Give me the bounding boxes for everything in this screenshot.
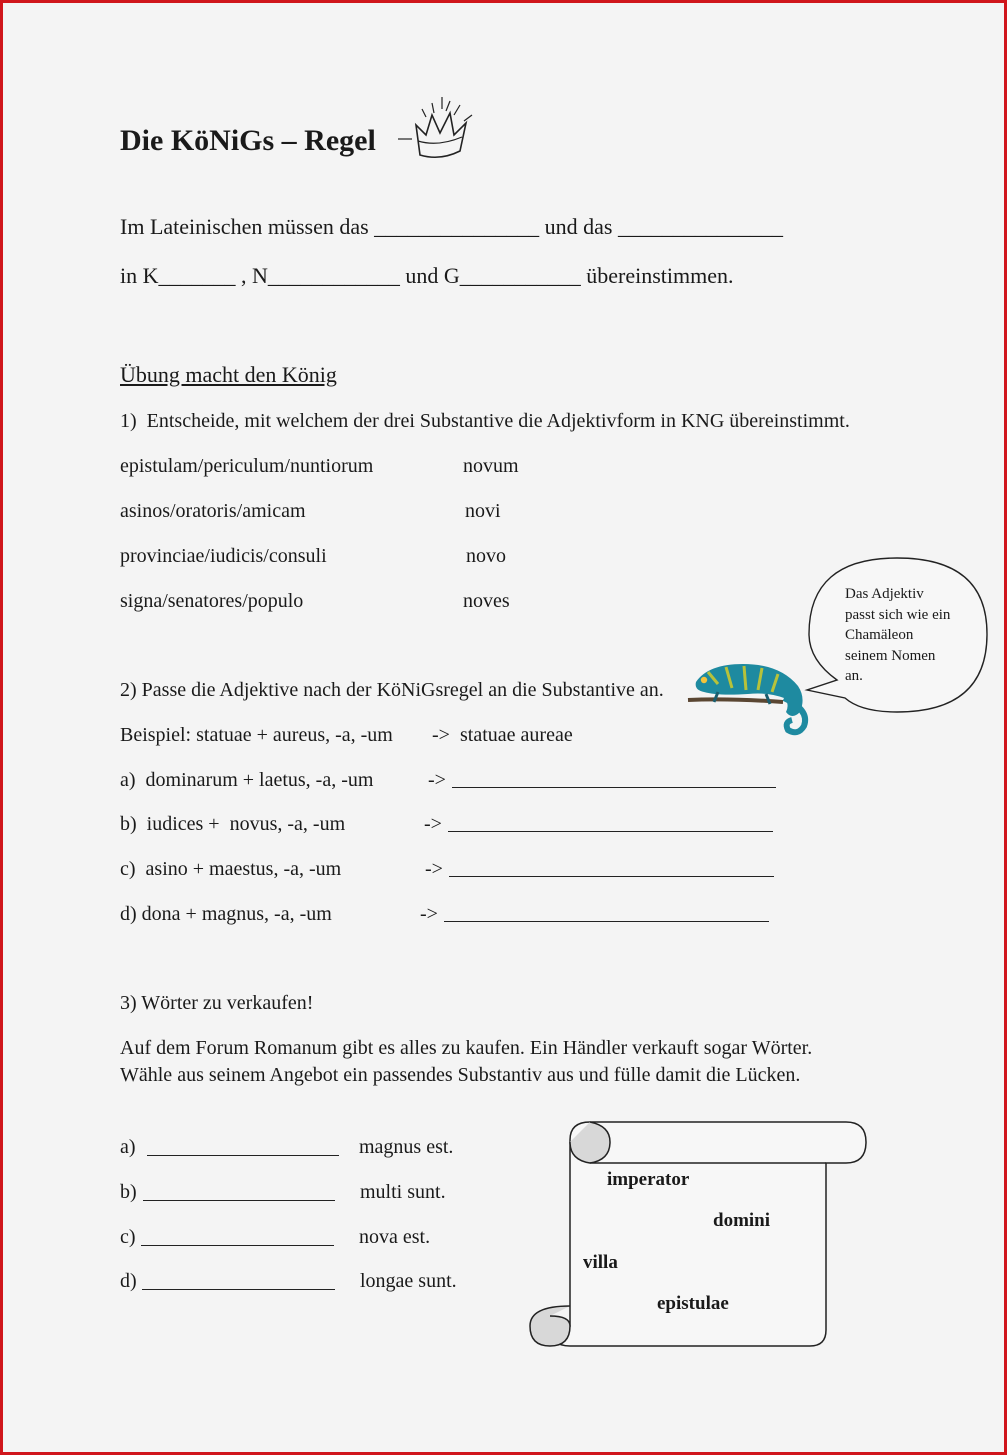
- scroll-icon: [528, 1120, 868, 1350]
- exercise1-adjective-4: noves: [463, 590, 510, 612]
- exercise2-answer-line-d[interactable]: [444, 921, 769, 922]
- exercise3-blank-c[interactable]: [141, 1245, 334, 1246]
- exercise3-letter-a: a): [120, 1136, 136, 1158]
- exercise2-arrow-d: ->: [420, 903, 438, 925]
- exercise1-nouns-3: provinciae/iudicis/consuli: [120, 545, 327, 567]
- exercise2-answer-line-b[interactable]: [448, 831, 773, 832]
- exercise1-nouns-2: asinos/oratoris/amicam: [120, 500, 306, 522]
- exercise3-heading: 3) Wörter zu verkaufen!: [120, 992, 314, 1014]
- intro-line-1: Im Lateinischen müssen das _______________ und das _______________: [120, 214, 783, 239]
- exercise3-text-line-1: Auf dem Forum Romanum gibt es alles zu kaufen. Ein Händler verkauft sogar Wörter.: [120, 1037, 813, 1059]
- exercise1-adjective-3: novo: [466, 545, 506, 567]
- exercise3-letter-b: b): [120, 1181, 137, 1203]
- scroll-word-epistulae: epistulae: [657, 1293, 729, 1314]
- exercise2-example-arrow: ->: [432, 724, 450, 746]
- exercise1-nouns-4: signa/senatores/populo: [120, 590, 304, 612]
- exercise3-phrase-a: magnus est.: [359, 1136, 454, 1158]
- exercise3-letter-d: d): [120, 1270, 137, 1292]
- exercise2-item-d: d) dona + magnus, -a, -um: [120, 903, 332, 925]
- exercise2-item-a: a) dominarum + laetus, -a, -um: [120, 769, 374, 791]
- exercise2-answer-line-a[interactable]: [452, 787, 776, 788]
- exercise3-phrase-c: nova est.: [359, 1226, 431, 1248]
- exercise1-adjective-1: novum: [463, 455, 519, 477]
- exercise1-adjective-2: novi: [465, 500, 501, 522]
- exercise2-example: Beispiel: statuae + aureus, -a, -um: [120, 724, 393, 746]
- exercise2-arrow-b: ->: [424, 813, 442, 835]
- exercise1-nouns-1: epistulam/periculum/nuntiorum: [120, 455, 374, 477]
- scroll-word-villa: villa: [583, 1252, 618, 1273]
- scroll-word-domini: domini: [713, 1210, 771, 1231]
- exercise1-instruction: 1) Entscheide, mit welchem der drei Substantive die Adjektivform in KNG übereinstimmt.: [120, 410, 850, 432]
- exercise3-blank-a[interactable]: [147, 1155, 339, 1156]
- exercise2-answer-line-c[interactable]: [449, 876, 774, 877]
- exercise3-phrase-b: multi sunt.: [360, 1181, 446, 1203]
- speech-bubble-text: Das Adjektiv passt sich wie ein Chamäleon seinem Nomen an.: [845, 586, 951, 684]
- exercise3-phrase-d: longae sunt.: [360, 1270, 457, 1292]
- exercise2-item-c: c) asino + maestus, -a, -um: [120, 858, 342, 880]
- exercise2-arrow-c: ->: [425, 858, 443, 880]
- scroll-word-imperator: imperator: [607, 1169, 690, 1190]
- chameleon-icon: [688, 658, 813, 738]
- exercise3-text-line-2: Wähle aus seinem Angebot ein passendes Substantiv aus und fülle damit die Lücken.: [120, 1064, 801, 1086]
- exercise3-letter-c: c): [120, 1226, 136, 1248]
- section-heading: Übung macht den König: [120, 362, 337, 387]
- crown-icon: [398, 95, 482, 161]
- intro-line-2: in K_______ , N____________ und G___________ übereinstimmen.: [120, 263, 734, 288]
- exercise2-example-result: statuae aureae: [460, 724, 573, 746]
- exercise3-blank-b[interactable]: [143, 1200, 335, 1201]
- exercise2-arrow-a: ->: [428, 769, 446, 791]
- exercise2-item-b: b) iudices + novus, -a, -um: [120, 813, 346, 835]
- page-title: Die KöNiGs – Regel: [120, 124, 376, 157]
- exercise3-blank-d[interactable]: [142, 1289, 335, 1290]
- exercise2-instruction: 2) Passe die Adjektive nach der KöNiGsregel an die Substantive an.: [120, 679, 664, 701]
